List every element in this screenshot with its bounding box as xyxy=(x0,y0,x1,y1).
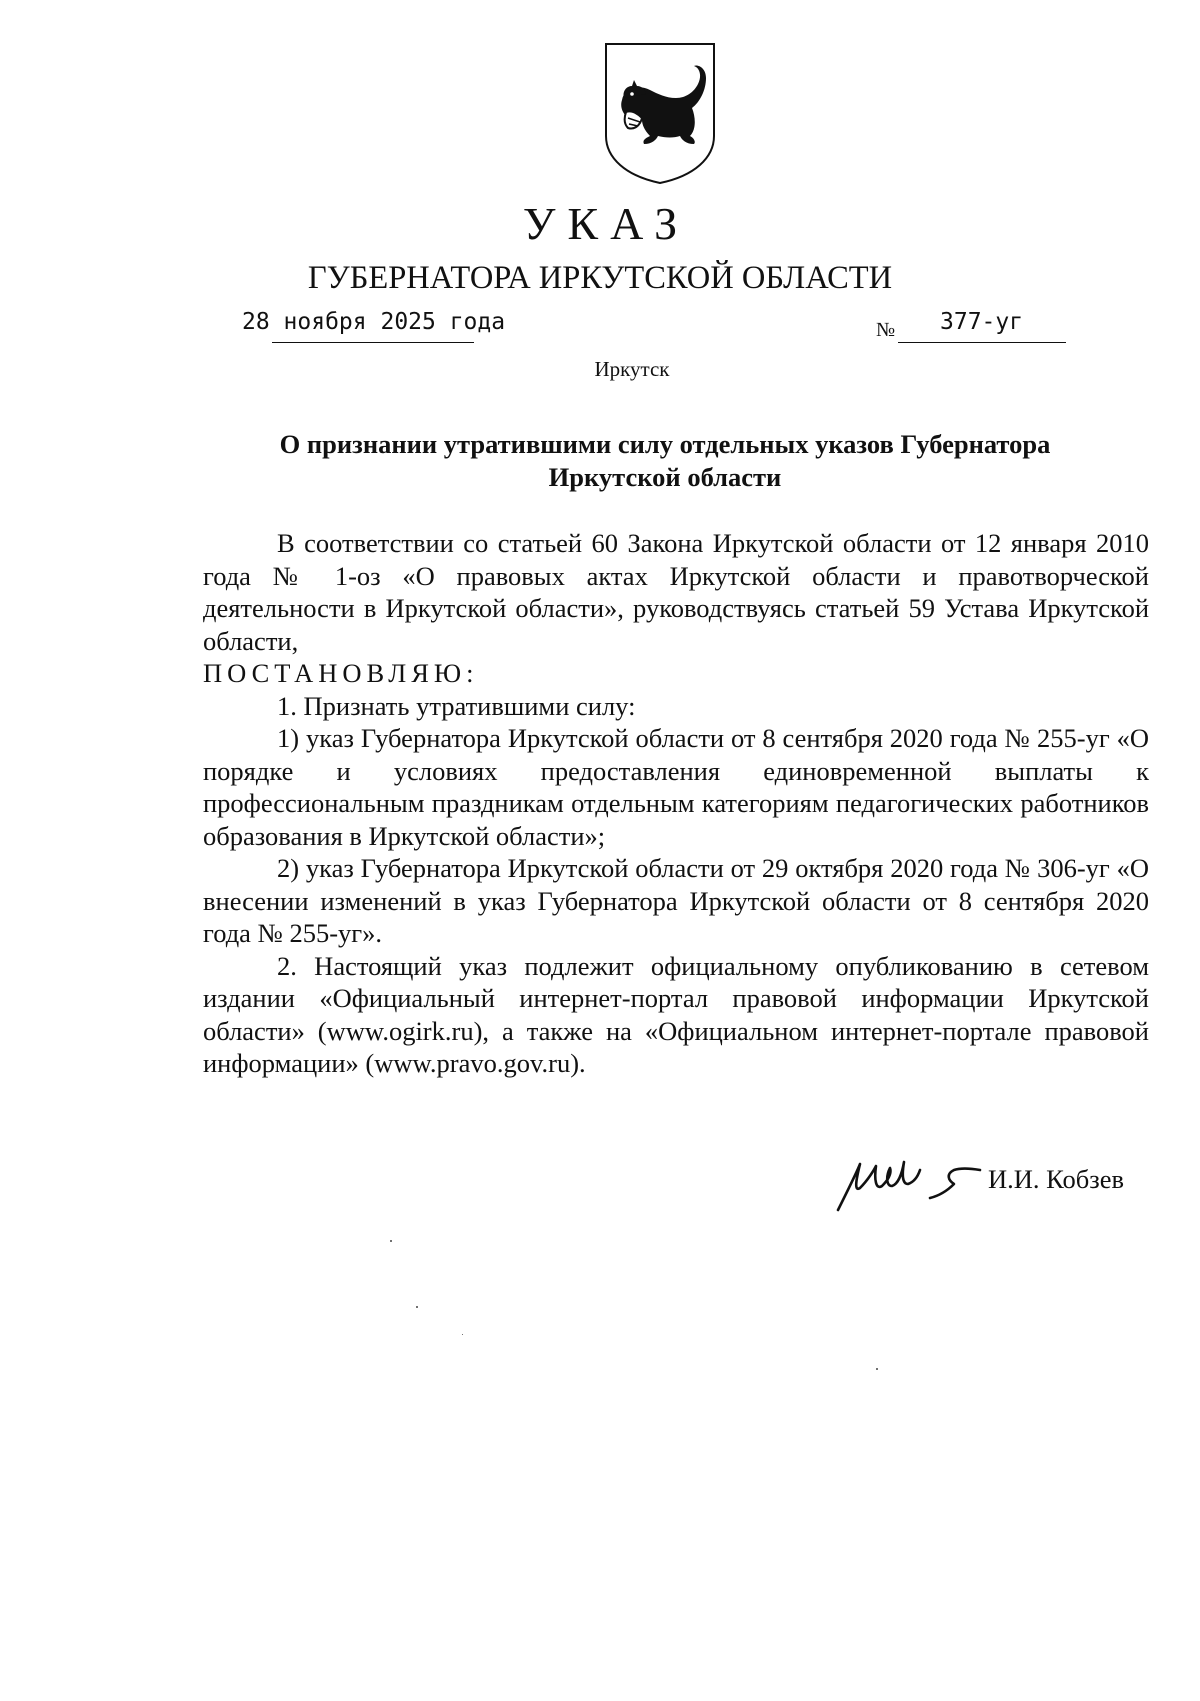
decree-title: УКАЗ xyxy=(522,198,690,249)
decree-number: 377-уг xyxy=(940,309,1024,335)
city-name: Иркутск xyxy=(594,357,670,381)
decree-word: ПОСТАНОВЛЯЮ: xyxy=(203,658,479,688)
clause-1: 1. Признать утратившими силу: xyxy=(277,690,636,721)
heading-line-1: О признании утратившими силу отдельных указов Губернатора xyxy=(279,429,1051,459)
number-sign: № xyxy=(876,319,896,341)
document-heading xyxy=(200,428,1130,494)
clause-2: 2. Настоящий указ подлежит официальному опубликованию в сетевом издании «Официальный интернет-портал правовой информации Иркутской области» (www.ogirk.ru), а также на «Официальном интернет-портале правовой информации» (www.pravo.gov.ru). xyxy=(203,950,1149,1078)
number-underline xyxy=(898,342,1066,343)
date-underline xyxy=(272,342,474,343)
sable-coat-of-arms-icon xyxy=(602,40,718,186)
decree-date: 28 ноября 2025 года xyxy=(242,309,506,335)
issuer-title: ГУБЕРНАТОРА ИРКУТСКОЙ ОБЛАСТИ xyxy=(307,260,893,296)
handwritten-signature xyxy=(830,1140,996,1218)
heading-line-2: Иркутской области xyxy=(548,462,782,492)
clause-1-item-1: 1) указ Губернатора Иркутской области от 8 сентября 2020 года № 255-уг «О порядке и условиях предоставления единовременной выплаты к профессиональным праздникам отдельным категориям педагогических работников образования в Иркутской области»; xyxy=(203,723,1149,851)
preamble-paragraph: В соответствии со статьей 60 Закона Иркутской области от 12 января 2010 года № 1-оз «О правовых актах Иркутской области и правотворческой деятельности в Иркутской области», руководствуясь статьей 59 Устава Иркутской области, xyxy=(203,528,1149,656)
clause-1-item-2: 2) указ Губернатора Иркутской области от 29 октября 2020 года № 306-уг «О внесении изменений в указ Губернатора Иркутской области от 8 сентября 2020 года № 255-уг». xyxy=(203,853,1149,948)
document-body xyxy=(203,527,1149,1080)
signer-name: И.И. Кобзев xyxy=(988,1164,1124,1194)
